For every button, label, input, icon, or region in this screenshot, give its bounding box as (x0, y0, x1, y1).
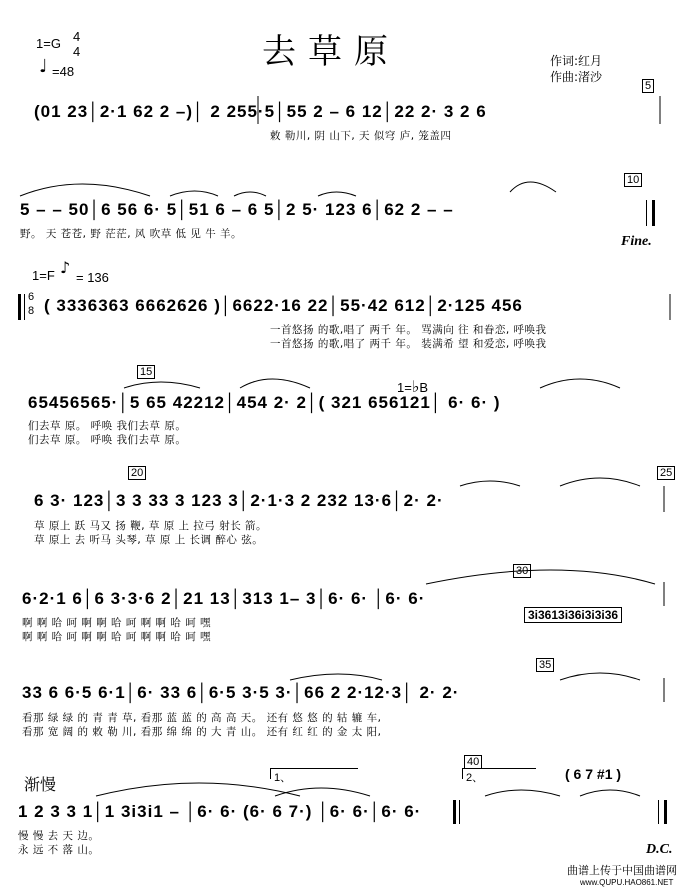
volta2-notes: ( 6 7 #1 ) (565, 766, 622, 782)
measure-number: 30 (513, 564, 531, 578)
lyrics-line: 一首悠扬 的歌,唱了 两千 年。 骂满向 往 和眷恋, 呼唤我 (270, 324, 547, 336)
measure-number: 10 (624, 173, 642, 187)
notation-row: 6·2·1 6│6 3·3·6 2│21 13│313 1– 3│6· 6· │6· 6· (22, 589, 426, 608)
watermark-url: www.QUPU.HAO861.NET (580, 878, 674, 887)
key-signature: 1=G (36, 36, 61, 51)
lyrics-line: 野。 天 苍苍, 野 茫茫, 风 吹草 低 见 牛 羊。 (20, 228, 243, 240)
lyrics-line: 啊 啊 哈 呵 啊 啊 哈 呵 啊 啊 哈 呵 嘿 (22, 617, 212, 629)
dc-mark: D.C. (646, 842, 673, 857)
eighth-note-icon: ♪ (60, 258, 71, 277)
time-signature-bottom: 4 (73, 44, 81, 59)
notation-row: 5 – – 50│6 56 6· 5│51 6 – 6 5│2 5· 123 6│62 2 – – (20, 200, 454, 219)
tempo: =48 (52, 64, 75, 79)
notation-row: ( 3336363 6662626 )│6622·16 22│55·42 612│2·125 456 (44, 296, 523, 315)
notation-row: 6 3· 123│3 3 33 3 123 3│2·1·3 2 232 13·6│2· 2· (34, 491, 444, 510)
watermark-text: 曲谱上传于中国曲谱网 (567, 864, 677, 877)
lyrics-line: 慢 慢 去 天 边。 (18, 830, 100, 842)
measure-number: 20 (128, 466, 146, 480)
ossia-staff: 3i3613i36i3i3i36 (524, 607, 622, 623)
notation-row: 33 6 6·5 6·1│6· 33 6│6·5 3·5 3·│66 2 2·12·3│ 2· 2· (22, 683, 460, 702)
key-signature: 1=F (32, 268, 55, 283)
measure-number: 25 (657, 466, 675, 480)
lyrics-line: 看那 宽 阔 的 敕 勒 川, 看那 绵 绵 的 大 青 山。 还有 红 红 的 金 太 阳, (22, 726, 382, 738)
measure-number: 5 (642, 79, 654, 93)
page-title: 去草原 (262, 32, 400, 72)
composer: 作曲:渚沙 (550, 70, 603, 84)
notation-row: 65456565·│5 65 42212│454 2· 2│( 321 656121│ 6· 6· ) (28, 393, 501, 412)
notation-row: (01 23│2·1 62 2 –)│ 2 255·5│55 2 – 6 12│22 2· 3 2 6 (34, 102, 487, 121)
fine-mark: Fine. (621, 234, 652, 249)
ritardando-mark: 渐慢 (24, 775, 57, 794)
measure-number: 40 (464, 755, 482, 769)
lyrics-line: 看那 绿 绿 的 青 青 草, 看那 蓝 蓝 的 高 高 天。 还有 悠 悠 的 轱 辘 车, (22, 712, 382, 724)
time-signature-top: 6 (28, 291, 35, 303)
tempo: = 136 (76, 270, 109, 285)
lyrics-line: 敕 勒川, 阴 山下, 天 似穹 庐, 笼盖四 (270, 130, 452, 142)
lyrics-line: 草 原上 去 听马 头琴, 草 原 上 长调 醉心 弦。 (34, 534, 264, 546)
time-signature-bottom: 8 (28, 305, 35, 317)
lyrics-line: 啊 啊 哈 呵 啊 啊 哈 呵 啊 啊 哈 呵 嘿 (22, 631, 212, 643)
notation-row: 1 2 3 3 1│1 3i3i1 – │6· 6· (6· 6 7·) │6· 6·│6· 6· (18, 802, 422, 821)
lyrics-line: 一首悠扬 的歌,唱了 两千 年。 装满希 望 和爱恋, 呼唤我 (270, 338, 547, 350)
volta-1: 1、 (270, 768, 358, 779)
lyrics-line: 草 原上 跃 马又 扬 鞭, 草 原 上 拉弓 射长 箭。 (34, 520, 268, 532)
lyrics-line: 永 远 不 落 山。 (18, 844, 100, 856)
lyrics-line: 们去草 原。 呼唤 我们去草 原。 (28, 434, 187, 446)
lyricist: 作词:红月 (550, 54, 603, 68)
quarter-note-icon: ♩ (39, 56, 48, 77)
lyrics-line: 们去草 原。 呼唤 我们去草 原。 (28, 420, 187, 432)
measure-number: 15 (137, 365, 155, 379)
key-signature: 1=♭B (397, 379, 429, 396)
volta-2: 2、 (462, 768, 536, 779)
time-signature-top: 4 (73, 29, 81, 44)
measure-number: 35 (536, 658, 554, 672)
